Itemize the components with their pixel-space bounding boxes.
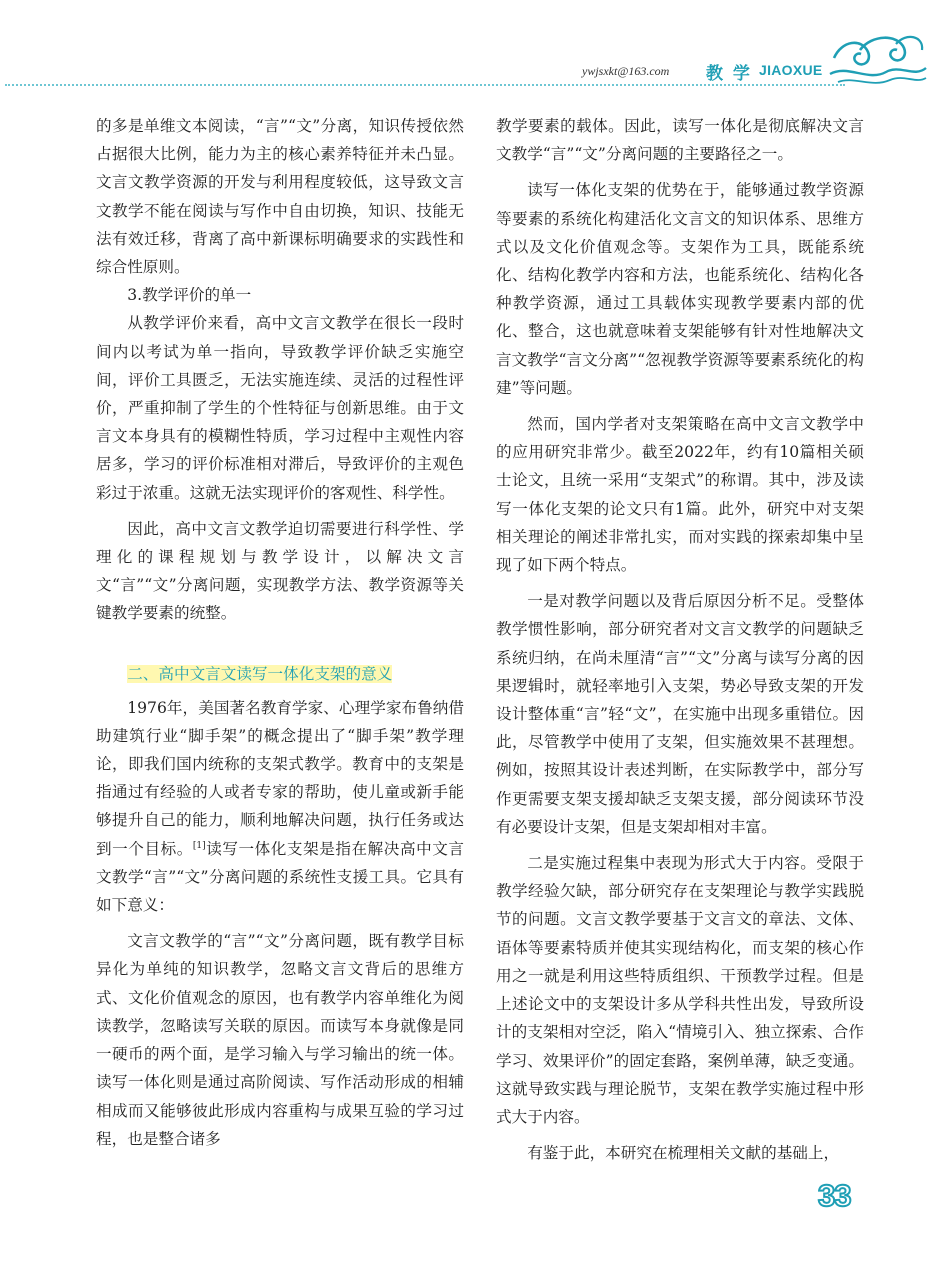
page-number: 33: [818, 1178, 851, 1213]
paragraph: 然而，国内学者对支架策略在高中文言文教学中的应用研究非常少。截至2022年，约有10篇相关硕士论文，且统一采用“支架式”的称谓。其中，涉及读写一体化支架的论文只有1篇。此外，研究中对支架相关理论的阐述非常扎实，而对实践的探索却集中呈现了如下两个特点。: [496, 415, 864, 575]
paragraph: 一是对教学问题以及背后原因分析不足。受整体教学惯性影响，部分研究者对文言文教学的问题缺乏系统归纳，在尚未厘清“言”“文”分离与读写分离的因果逻辑时，就轻率地引入支架，势必导致支架的开发设计整体重“言”轻“文”，在实施中出现多重错位。因此，尽管教学中使用了支架，但实施效果不甚理想。例如，按照其设计表述判断，在实际教学中，部分写作更需要支架支援却缺乏支架支援，部分阅读环节没有必要设计支架，但是支架却相对丰富。: [496, 592, 864, 836]
paragraph: 读写一体化支架的优势在于，能够通过教学资源等要素的系统化构建活化文言文的知识体系、思维方式以及文化价值观念等。支架作为工具，既能系统化、结构化教学内容和方法，也能系统化、结构化各种教学资源，通过工具载体实现教学要素内部的优化、整合，这也就意味着支架能够有针对性地解决文言文教学“言文分离”“忽视教学资源等要素系统化的构建”等问题。: [496, 181, 864, 397]
reference-marker[interactable]: [1]: [192, 840, 206, 851]
left-column: [96, 112, 464, 1153]
paragraph: 1976年，美国著名教育学家、心理学家布鲁纳借助建筑行业“脚手架”的概念提出了“脚手架”教学理论，即我们国内统称的支架式教学。教育中的支架是指通过有经验的人或者专家的帮助，使儿童或新手能够提升自己的能力，顺利地解决问题，执行任务或达到一个目标。[1]读写一体化支架是指在解决高中文言文教学“言”“文”分离问题的系统性支援工具。它具有如下意义：: [96, 698, 464, 915]
magazine-title-cn: 教 学: [706, 64, 752, 84]
paragraph: 有鉴于此，本研究在梳理相关文献的基础上，: [527, 1144, 840, 1163]
page-header: [0, 0, 950, 95]
section-heading: 二、高中文言文读写一体化支架的意义: [127, 664, 393, 683]
right-column: [496, 112, 864, 1167]
magazine-title-en: JIAOXUE: [759, 62, 823, 78]
header-dotted-rule: [5, 84, 845, 86]
paragraph: 的多是单维文本阅读，“言”“文”分离，知识传授依然占据很大比例，能力为主的核心素养特征并未凸显。文言文教学资源的开发与利用程度较低，这导致文言文教学不能在阅读与写作中自由切换，知识、技能无法有效迁移，背离了高中新课标明确要求的实践性和综合性原则。: [96, 117, 464, 277]
paragraph: 教学要素的载体。因此，读写一体化是彻底解决文言文教学“言”“文”分离问题的主要路径之一。: [496, 117, 864, 164]
paragraph: 文言文教学的“言”“文”分离问题，既有教学目标异化为单纯的知识教学，忽略文言文背后的思维方式、文化价值观念的原因，也有教学内容单维化为阅读教学，忽略读写关联的原因。而读写本身就像是同一硬币的两个面，是学习输入与学习输出的统一体。读写一体化则是通过高阶阅读、写作活动形成的相辅相成而又能够彼此形成内容重构与成果互验的学习过程，也是整合诸多: [96, 932, 464, 1148]
wave-logo-icon: [828, 28, 928, 88]
paragraph: 二是实施过程集中表现为形式大于内容。受限于教学经验欠缺，部分研究存在支架理论与教学实践脱节的问题。文言文教学要基于文言文的章法、文体、语体等要素特质并使其实现结构化，而支架的核心作用之一就是利用这些特质组织、干预教学过程。但是上述论文中的支架设计多从学科共性出发，导致所设计的支架相对空泛，陷入“情境引入、独立探索、合作学习、效果评价”的固定套路，案例单薄，缺乏变通。这就导致实践与理论脱节，支架在教学实施过程中形式大于内容。: [496, 854, 864, 1126]
paragraph: 因此，高中文言文教学迫切需要进行科学性、学理化的课程规划与教学设计，以解决文言文“言”“文”分离问题，实现教学方法、教学资源等关键教学要素的统整。: [96, 519, 464, 623]
contact-email[interactable]: ywjsxkt@163.com: [582, 64, 670, 78]
subheading-evaluation: 3.教学评价的单一: [127, 286, 252, 305]
paragraph: 从教学评价来看，高中文言文教学在很长一段时间内以考试为单一指向，导致教学评价缺乏实施空间，评价工具匮乏，无法实施连续、灵活的过程性评价，严重抑制了学生的个性特征与创新思维。由于文言文本身具有的模糊性特质，学习过程中主观性内容居多，学习的评价标准相对滞后，导致评价的主观色彩过于浓重。这就无法实现评价的客观性、科学性。: [96, 314, 464, 502]
